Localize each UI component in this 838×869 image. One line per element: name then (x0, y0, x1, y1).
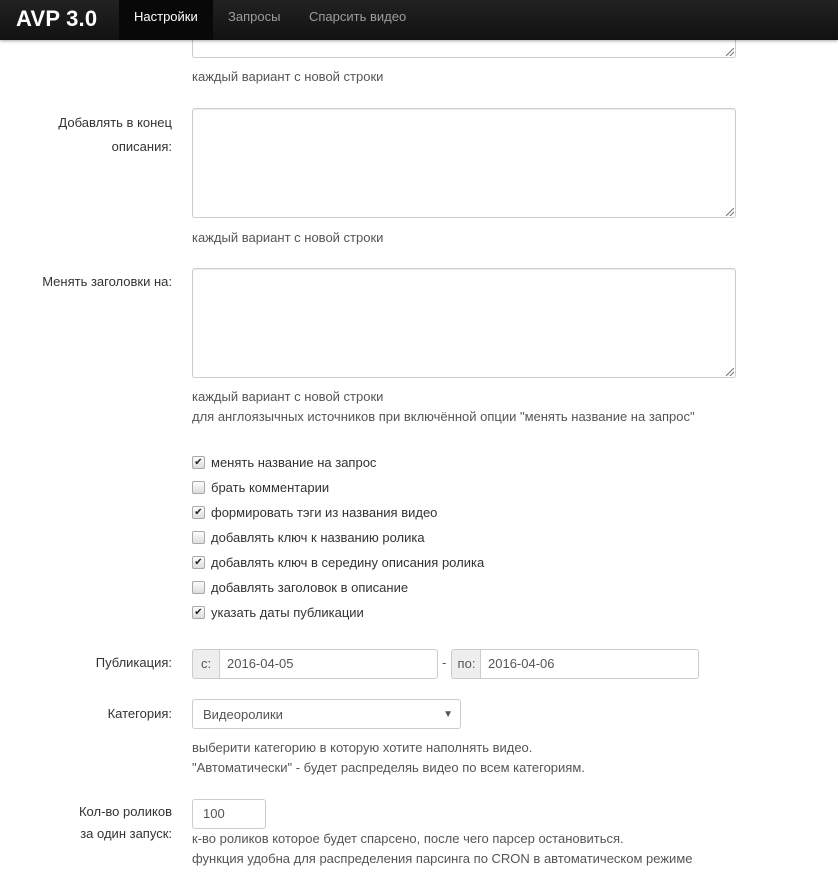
category-hint-2: "Автоматически" - будет распределяь видео по всем категориям. (192, 760, 585, 775)
checkbox-icon[interactable]: ✔ (192, 556, 205, 569)
append-description-textarea[interactable] (192, 108, 736, 218)
checkbox-key-to-title[interactable]: добавлять ключ к названию ролика (192, 528, 425, 548)
category-select[interactable]: Видеоролики ▼ (192, 699, 461, 729)
change-titles-textarea[interactable] (192, 268, 736, 378)
previous-textarea-hint: каждый вариант с новой строки (192, 69, 384, 84)
checkbox-icon[interactable]: ✔ (192, 506, 205, 519)
change-titles-hint-2: для англоязычных источников при включённой опции "менять название на запрос" (192, 409, 695, 424)
nav-settings[interactable]: Настройки (119, 0, 213, 40)
change-titles-hint-1: каждый вариант с новой строки (192, 389, 384, 404)
resize-grip-icon[interactable] (726, 208, 734, 216)
checkbox-tags-from-title[interactable]: ✔ формировать тэги из названия видео (192, 503, 437, 523)
checkbox-icon[interactable] (192, 581, 205, 594)
date-from-input[interactable]: 2016-04-05 (219, 649, 438, 679)
nav-parse-video[interactable]: Спарсить видео (309, 9, 407, 24)
checkbox-title-in-description[interactable]: добавлять заголовок в описание (192, 578, 408, 598)
category-hint-1: выберити категорию в которую хотите наполнять видео. (192, 740, 533, 755)
category-label: Категория: (107, 706, 172, 721)
append-description-hint: каждый вариант с новой строки (192, 230, 384, 245)
top-navbar (0, 0, 838, 40)
count-hint-1: к-во роликов которое будет спарсено, после чего парсер остановиться. (192, 831, 624, 846)
checkbox-take-comments[interactable]: брать комментарии (192, 478, 329, 498)
count-label: Кол-во роликов за один запуск: (78, 804, 172, 841)
checkbox-icon[interactable]: ✔ (192, 456, 205, 469)
checkbox-icon[interactable] (192, 481, 205, 494)
nav-queries[interactable]: Запросы (228, 9, 281, 24)
checkbox-icon[interactable]: ✔ (192, 606, 205, 619)
checkbox-publication-dates[interactable]: ✔ указать даты публикации (192, 603, 364, 623)
date-separator: - (442, 655, 447, 670)
brand-logo[interactable]: AVP 3.0 (16, 6, 98, 31)
date-from-prefix: с: (192, 649, 219, 679)
dropdown-arrow-icon: ▼ (443, 709, 453, 720)
date-to-input[interactable]: 2016-04-06 (480, 649, 699, 679)
checkbox-icon[interactable] (192, 531, 205, 544)
publication-label: Публикация: (95, 655, 172, 670)
count-input[interactable]: 100 (192, 799, 266, 829)
change-titles-label: Менять заголовки на: (42, 274, 172, 289)
resize-grip-icon[interactable] (726, 48, 734, 56)
count-hint-2: функция удобна для распределения парсинга по CRON в автоматическом режиме (192, 851, 693, 866)
checkbox-change-title-to-query[interactable]: ✔ менять название на запрос (192, 453, 376, 473)
date-to-prefix: по: (451, 649, 481, 679)
resize-grip-icon[interactable] (726, 368, 734, 376)
checkbox-key-in-description[interactable]: ✔ добавлять ключ в середину описания ролика (192, 553, 484, 573)
append-description-label: Добавлять в конец описания: (58, 115, 172, 154)
